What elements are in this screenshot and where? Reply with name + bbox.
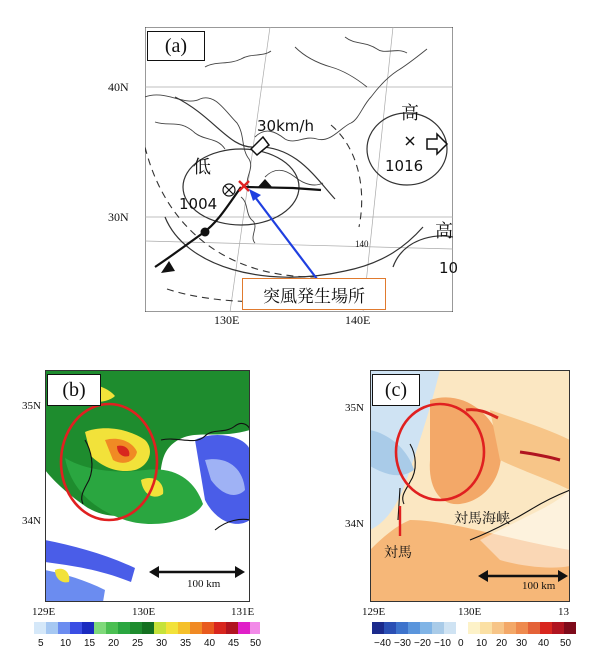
colorbar-b [34, 622, 260, 636]
speed-label: 30km/h [257, 117, 314, 135]
c-lon-129e: 129E [362, 606, 386, 618]
iso-label: 140 [355, 239, 369, 249]
high-char: 高 [401, 103, 419, 124]
low-char: 低 [193, 157, 211, 178]
cb-b-tick: 15 [84, 638, 96, 649]
c-lon-130e: 130E [458, 606, 482, 618]
cb-c-tick: 10 [476, 638, 488, 649]
colorbar-c-swatches [372, 622, 576, 634]
cb-c-tick: −30 [394, 638, 411, 649]
cb-b-tick: 10 [60, 638, 72, 649]
b-lon-130e: 130E [132, 606, 156, 618]
cb-c-tick: −40 [374, 638, 391, 649]
cb-b-tick: 5 [38, 638, 44, 649]
b-lat-35n: 35N [22, 400, 41, 412]
cb-c-tick: 40 [538, 638, 550, 649]
b-lon-129e: 129E [32, 606, 56, 618]
cb-c-tick: −20 [414, 638, 431, 649]
strait-label: 対馬海峡 [454, 511, 510, 527]
colorbar-c-ticks [372, 638, 587, 652]
c-lat-34n: 34N [345, 518, 364, 530]
c-scale-label: 100 km [522, 580, 556, 592]
cb-b-tick: 35 [180, 638, 192, 649]
high-pressure: 1016 [385, 157, 424, 175]
cb-c-tick: 30 [516, 638, 528, 649]
c-lon-13: 13 [558, 606, 569, 618]
cb-b-tick: 40 [204, 638, 216, 649]
a-lon-130e: 130E [214, 313, 240, 327]
a-lon-140e: 140E [345, 313, 371, 327]
panel-a [145, 27, 459, 312]
cb-c-tick: 50 [560, 638, 572, 649]
colorbar-b-swatches [34, 622, 260, 634]
b-scale-label: 100 km [187, 578, 221, 590]
colorbar-c [372, 622, 582, 636]
b-lat-34n: 34N [22, 515, 41, 527]
cb-c-tick: 0 [458, 638, 464, 649]
gust-location-callout: 突風発生場所 [242, 278, 386, 310]
a-lat-40n: 40N [108, 80, 129, 94]
high2-char: 高 [435, 221, 453, 242]
panel-c-tag: (c) [372, 374, 420, 406]
b-lon-131e: 131E [231, 606, 255, 618]
high2-pressure: 10 [439, 259, 459, 277]
cb-b-tick: 25 [132, 638, 144, 649]
panel-a-tag: (a) [147, 31, 205, 61]
panel-c [370, 370, 570, 602]
a-lat-30n: 30N [108, 210, 129, 224]
panel-b [45, 370, 250, 602]
cb-b-tick: 50 [250, 638, 262, 649]
cb-c-tick: −10 [434, 638, 451, 649]
colorbar-b-ticks [34, 638, 264, 652]
c-lat-35n: 35N [345, 402, 364, 414]
cb-b-tick: 45 [228, 638, 240, 649]
panel-b-tag: (b) [47, 374, 101, 406]
island-label: 対馬 [384, 545, 412, 561]
cb-b-tick: 20 [108, 638, 120, 649]
cb-b-tick: 30 [156, 638, 168, 649]
cb-c-tick: 20 [496, 638, 508, 649]
low-pressure: 1004 [179, 195, 218, 213]
